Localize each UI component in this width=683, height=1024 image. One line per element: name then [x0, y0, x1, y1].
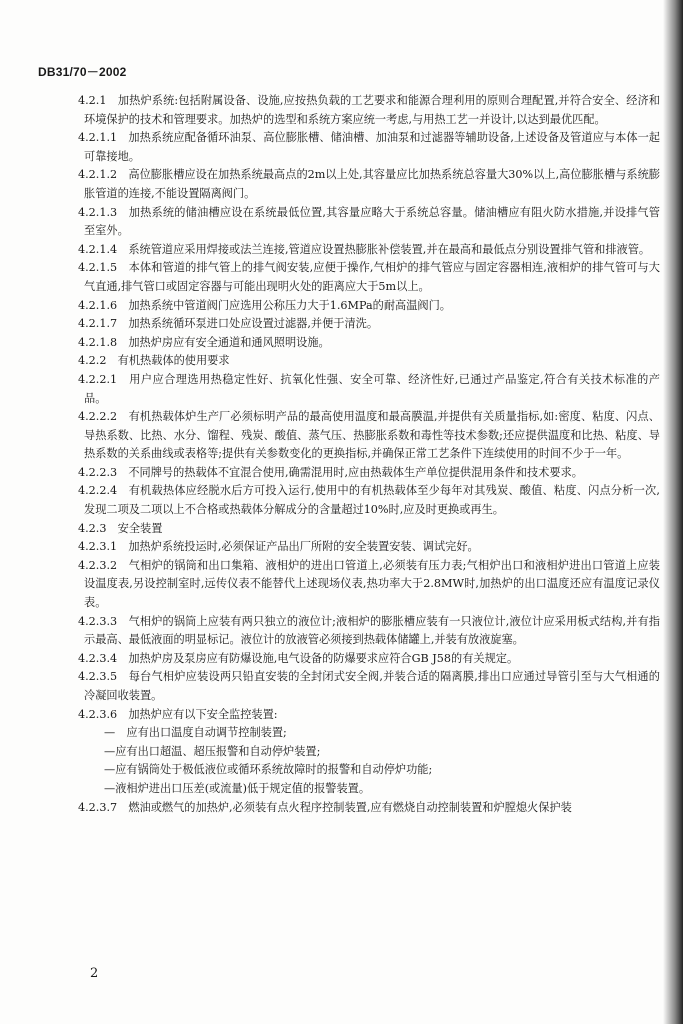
scan-edge-shadow	[663, 0, 683, 1024]
paragraph-4-2-1: 4.2.1 加热炉系统:包括附属设备、设施,应按热负载的工艺要求和能源合理利用的原则合理配置,并符合安全、经济和环境保护的技术和管理要求。加热炉的选型和系统方案应统一考虑,与用热工艺一并设计,以达到最优匹配。	[78, 94, 660, 126]
paragraph-4-2-2-2: 4.2.2.2 有机热载体炉生产厂必须标明产品的最高使用温度和最高膜温,并提供有关质量指标,如:密度、粘度、闪点、导热系数、比热、水分、馏程、残炭、酸值、蒸气压、热膨胀系数和毒性等技术参数;还应提供温度和比热、粘度、导热系数的关系曲线或表格等;提供有关参数变化的更换指标,并确保正常工艺条件下连续使用的时间不少于一年。	[78, 410, 660, 461]
list-item: —应有锅筒处于极低液位或循环系统故障时的报警和自动停炉功能;	[104, 763, 433, 777]
paragraph-4-2-2-1: 4.2.2.1 用户应合理选用热稳定性好、抗氧化性强、安全可靠、经济性好,已通过产品鉴定,符合有关技术标准的产品。	[78, 372, 660, 405]
list-item: —应有出口超温、超压报警和自动停炉装置;	[104, 744, 321, 758]
paragraph-4-2-1-4: 4.2.1.4 系统管道应采用焊接或法兰连接,管道应设置热膨胀补偿装置,并在最高和最低点分别设置排气管和排液管。	[78, 242, 651, 256]
paragraph-4-2-3-5: 4.2.3.5 每台气相炉应装设两只铅直安装的全封闭式安全阀,并装合适的隔离膜,排出口应通过导管引至与大气相通的冷凝回收装置。	[78, 670, 660, 702]
paragraph-4-2-1-8: 4.2.1.8 加热炉房应有安全通道和通风照明设施。	[78, 335, 330, 349]
paragraph-4-2-2-4: 4.2.2.4 有机载热体应经脱水后方可投入运行,使用中的有机热载体至少每年对其残炭、酸值、粘度、闪点分析一次,发现二项及二项以上不合格或热载体分解成分的含量超过10%时,应及时更换或再生。	[78, 484, 660, 517]
paragraph-4-2-1-2: 4.2.1.2 高位膨胀槽应设在加热系统最高点的2m以上处,其容量应比加热系统总容量大30%以上,高位膨胀槽与系统膨胀管道的连接,不能设置隔离阀门。	[78, 168, 660, 200]
paragraph-4-2-1-1: 4.2.1.1 加热系统应配备循环油泵、高位膨胀槽、储油槽、加油泵和过滤器等辅助设备,上述设备及管道应与本体一起可靠接地。	[78, 131, 660, 163]
section-heading-4-2-2: 4.2.2 有机热载体的使用要求	[78, 354, 230, 368]
paragraph-4-2-1-3: 4.2.1.3 加热系统的储油槽应设在系统最低位置,其容量应略大于系统总容量。储油槽应有阻火防水措施,并设排气管至室外。	[78, 205, 660, 238]
section-heading-4-2-3: 4.2.3 安全装置	[78, 521, 163, 535]
paragraph-4-2-3-4: 4.2.3.4 加热炉房及泵房应有防爆设施,电气设备的防爆要求应符合GB J58的有关规定。	[78, 651, 519, 665]
paragraph-4-2-3-6: 4.2.3.6 加热炉应有以下安全监控装置:	[78, 707, 278, 721]
paragraph-4-2-3-7: 4.2.3.7 燃油或燃气的加热炉,必须装有点火程序控制装置,应有燃烧自动控制装置和炉膛熄火保护装	[78, 800, 572, 814]
paragraph-4-2-1-5: 4.2.1.5 本体和管道的排气管上的排气阀安装,应便于操作,气相炉的排气管应与固定容器相连,液相炉的排气管可与大气直通,排气管口或固定容器与可能出现明火处的距离应大于5m以上。	[78, 261, 660, 293]
paragraph-4-2-3-3: 4.2.3.3 气相炉的锅筒上应装有两只独立的液位计;液相炉的膨胀槽应装有一只液位计,液位计应采用板式结构,并有指示最高、最低液面的明显标记。液位计的放液管必须接到热载体储罐上,并装有放液旋塞。	[78, 614, 660, 647]
body-text	[78, 92, 660, 817]
page-number: 2	[90, 966, 99, 981]
paragraph-4-2-1-7: 4.2.1.7 加热系统循环泵进口处应设置过滤器,并便于清洗。	[78, 317, 379, 331]
paragraph-4-2-3-2: 4.2.3.2 气相炉的锅筒和出口集箱、液相炉的进出口管道上,必须装有压力表;气相炉出口和液相炉进出口管道上应装设温度表,另设控制室时,远传仪表不能替代上述现场仪表,热功率大于2.8MW时,加热炉的出口温度还应有温度记录仪表。	[78, 558, 660, 610]
standard-code-header: DB31/70－2002	[38, 65, 127, 79]
paragraph-4-2-1-6: 4.2.1.6 加热系统中管道阀门应选用公称压力大于1.6MPa的耐高温阀门。	[78, 298, 451, 312]
list-item: —液相炉进出口压差(或流量)低于规定值的报警装置。	[104, 781, 371, 795]
list-item: — 应有出口温度自动调节控制装置;	[104, 726, 287, 740]
paragraph-4-2-3-1: 4.2.3.1 加热炉系统投运时,必须保证产品出厂所附的安全装置安装、调试完好。	[78, 540, 479, 554]
paragraph-4-2-2-3: 4.2.2.3 不同牌号的热载体不宜混合使用,确需混用时,应由热载体生产单位提供混用条件和技术要求。	[78, 465, 583, 479]
